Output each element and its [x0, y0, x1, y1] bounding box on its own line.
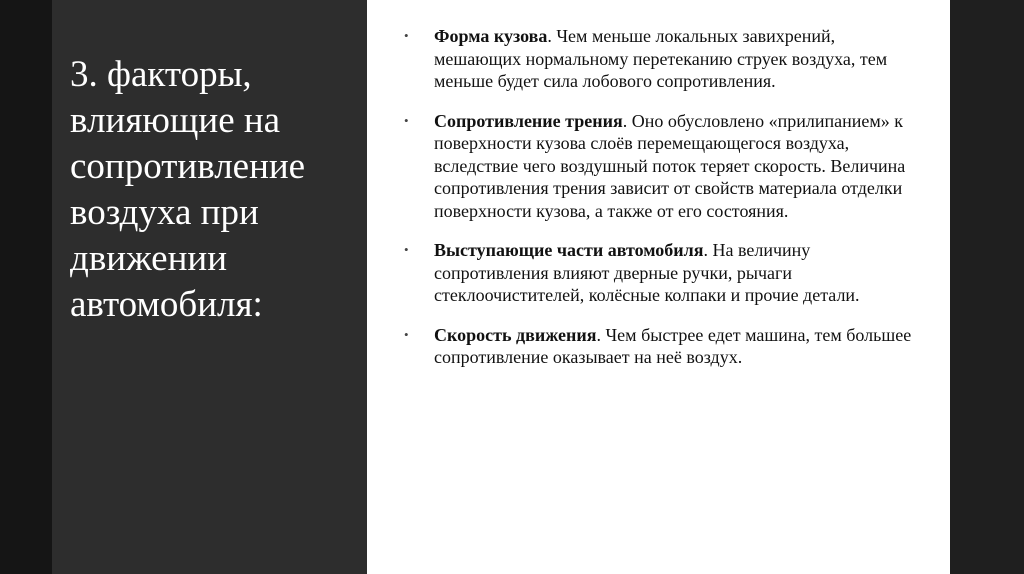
bullet-term: Выступающие части автомобиля [434, 240, 704, 260]
bullet-item-speed [400, 324, 920, 369]
bullet-text: . Оно обусловлено «прилипанием» к поверхности кузова слоёв перемещающегося воздуха, вследствие чего воздушный поток теряет скорость. Величина сопротивления трения зависит от свойств материала отделки поверхности кузова, а также от его состояния. [434, 110, 906, 221]
slide-title: 3. факторы, влияющие на сопротивление воздуха при движении автомобиля: [70, 54, 306, 325]
bullet-item-protruding-parts [400, 239, 920, 307]
bullet-text: . Чем меньше локальных завихрений, мешающих нормальному перетеканию струек воздуха, тем меньше будет сила лобового сопротивления. [434, 26, 888, 91]
right-dark-band [950, 0, 1024, 574]
bullet-item-body-shape [400, 25, 920, 93]
bullet-text: . Чем быстрее едет машина, тем большее сопротивление оказывает на неё воздух. [434, 324, 912, 367]
left-dark-band [0, 0, 52, 574]
bullet-term: Форма кузова [434, 26, 548, 46]
bullet-term: Сопротивление трения [434, 110, 623, 131]
bullet-icon: • [404, 326, 409, 342]
bullet-icon: • [404, 112, 409, 128]
bullet-text: . На величину сопротивления влияют дверные ручки, рычаги стеклоочистителей, колёсные колпаки и прочие детали. [434, 240, 860, 305]
bullet-term: Скорость движения [434, 324, 597, 345]
bullet-icon: • [404, 242, 409, 257]
bullet-list [400, 25, 920, 386]
bullet-icon: • [404, 28, 409, 43]
bullet-item-friction [400, 110, 920, 223]
